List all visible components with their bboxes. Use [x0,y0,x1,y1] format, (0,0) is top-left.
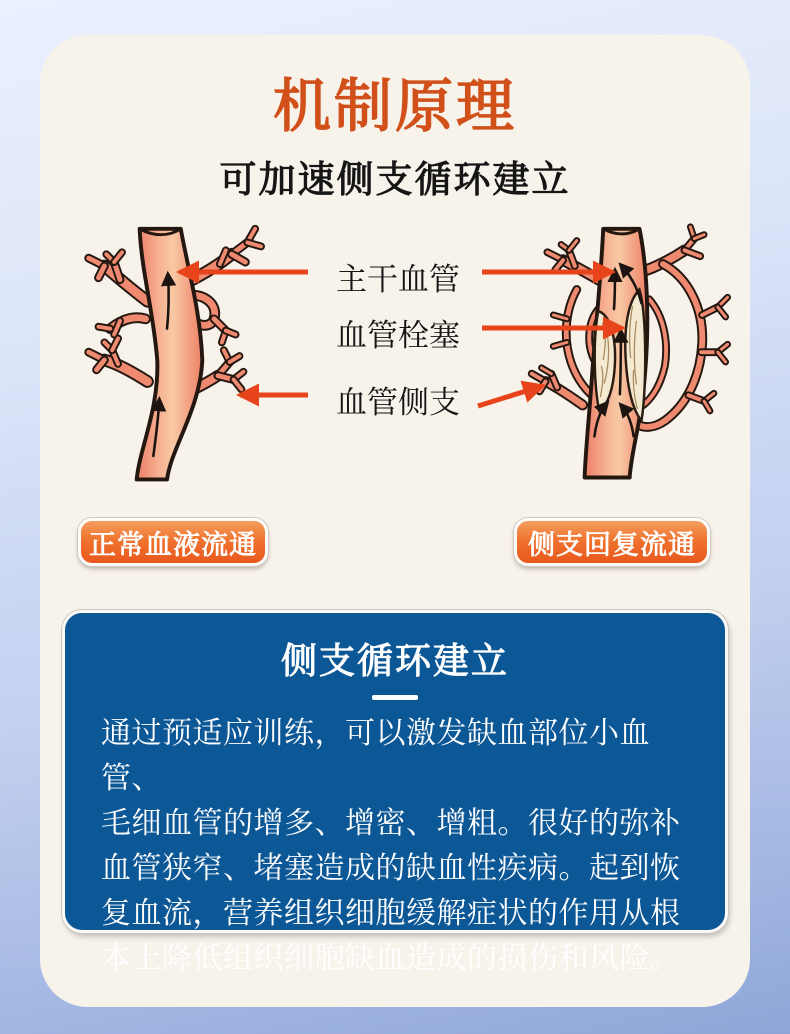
info-paragraph-line: 本上降低组织细胞缺血造成的损伤和风险。 [101,942,681,975]
info-paragraph-line: 通过预适应训练，可以激发缺血部位小血管、 [101,717,650,795]
vessel-diagram [40,210,750,510]
title-divider [372,695,418,700]
healthy-vessel-illustration [75,210,310,510]
label-vessel-embolism: 血管栓塞 [336,318,460,353]
label-main-vessel: 主干血管 [336,262,460,297]
info-paragraph-line: 复血流，营养组织细胞缓解症状的作用从根 [101,897,681,930]
info-paragraph-line: 毛细血管的增多、增密、增粗。很好的弥补 [101,807,681,840]
info-box-title: 侧支循环建立 [280,640,509,681]
vessel-trunk [137,229,203,480]
occluded-vessel-illustration [520,210,755,510]
collateral-flow-badge: 侧支回复流通 [514,518,710,566]
label-vessel-collateral: 血管侧支 [336,385,460,420]
page-subtitle: 可加速侧支循环建立 [219,159,571,200]
info-paragraph-line: 血管狭窄、堵塞造成的缺血性疾病。起到恢 [101,852,681,885]
content-card [40,35,750,1007]
normal-flow-badge: 正常血液流通 [78,518,268,566]
info-box [62,610,728,975]
page-title: 机制原理 [272,74,517,139]
caption-badges [40,518,750,566]
